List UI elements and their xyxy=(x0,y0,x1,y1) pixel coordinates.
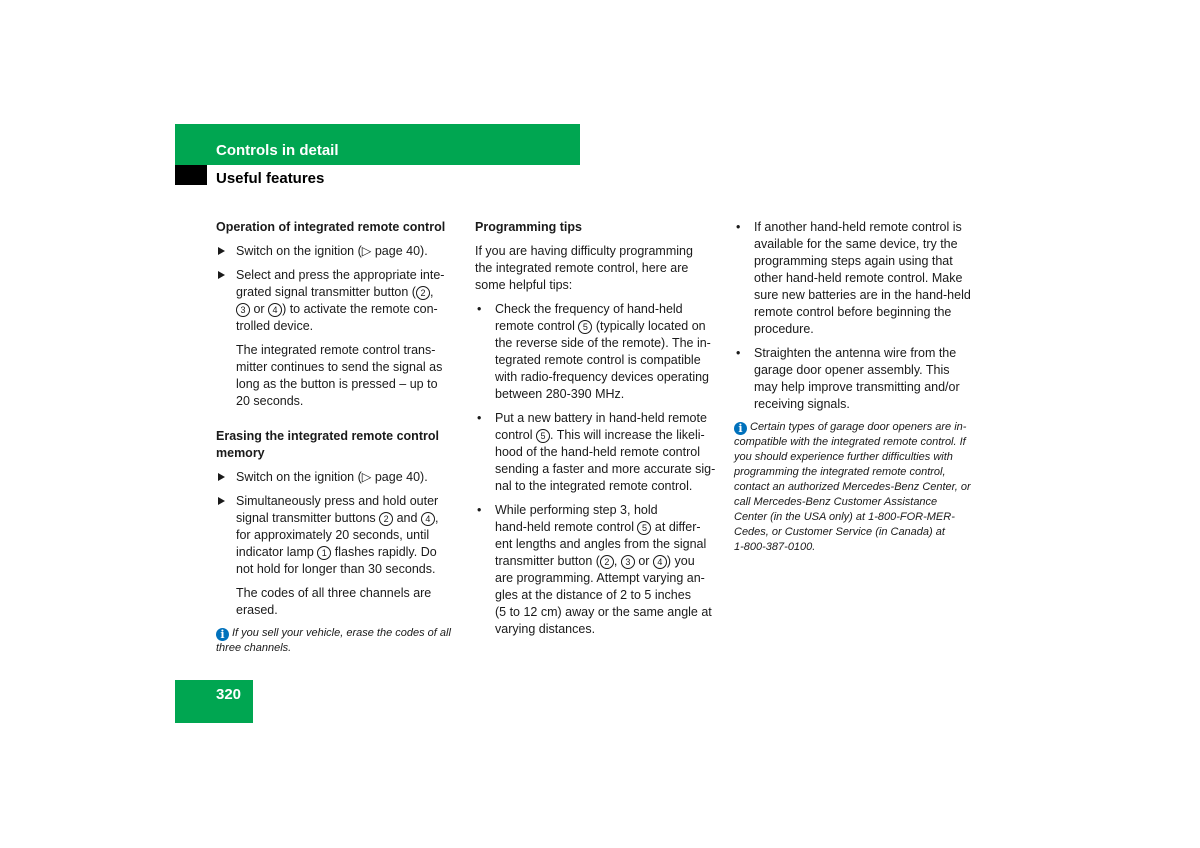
bullet-icon: • xyxy=(477,302,482,316)
step-select-button: Select and press the appropriate inte- grated signal transmitter button ( 2 , 3 or 4 ) to activate the remote con- trolled device. xyxy=(216,267,462,335)
button-3-icon: 3 xyxy=(621,555,635,569)
subsection-title: Useful features xyxy=(216,170,325,187)
bullet-icon: • xyxy=(736,220,741,234)
remote-5-icon: 5 xyxy=(536,429,550,443)
tip-check-frequency: • Check the frequency of hand-held remote control 5 (typically located on the reverse side of the remote). The in- tegrated remote control is compatible with radio-frequency devices operating between 280-390 MHz. xyxy=(477,302,711,401)
info-icon: i xyxy=(734,422,747,435)
column-3 xyxy=(734,219,979,555)
step-press-hold: Simultaneously press and hold outer signal transmitter buttons 2 and 4 , for approximately 20 seconds, until indicator lamp 1 flashes rapidly. Do not hold for longer than 30 seconds. xyxy=(216,493,462,578)
page-number: 320 xyxy=(216,686,242,703)
bullet-icon: • xyxy=(477,411,482,425)
bullet-icon: • xyxy=(736,346,741,360)
step-arrow-icon xyxy=(218,247,225,255)
page-number-box xyxy=(175,680,253,723)
section-tab-marker xyxy=(175,165,207,185)
tip-new-battery: • Put a new battery in hand-held remote control 5 . This will increase the likeli- hood of the hand-held remote control sending a faster and more accurate sig- nal to the integrated remote control. xyxy=(477,411,716,493)
info-note-sell-vehicle: i If you sell your vehicle, erase the codes of all three channels. xyxy=(216,627,451,654)
remote-5-icon: 5 xyxy=(637,521,651,535)
bullet-icon: • xyxy=(477,503,482,517)
step-arrow-icon xyxy=(218,497,225,505)
step-switch-ignition: Switch on the ignition (▷ page 40). xyxy=(216,243,462,260)
heading-erasing: Erasing the integrated remote control memory xyxy=(216,429,439,460)
paragraph-intro: If you are having difficulty programming the integrated remote control, here are some helpful tips: xyxy=(475,244,693,292)
tip-vary-angles: • While performing step 3, hold hand-held remote control 5 at differ- ent lengths and angles from the signal transmitter button ( 2 , 3 or 4 ) you are programming. Attempt varying an- gles at the distance of 2 to 5 inches (5 to 12 cm) away or the same angle at varying distances. xyxy=(477,503,712,636)
button-2-icon: 2 xyxy=(600,555,614,569)
step-switch-ignition-2: Switch on the ignition (▷ page 40). xyxy=(216,469,462,486)
section-title: Controls in detail xyxy=(216,142,339,159)
indicator-lamp-1-icon: 1 xyxy=(317,546,331,560)
remote-5-icon: 5 xyxy=(578,320,592,334)
tip-straighten-antenna: • Straighten the antenna wire from the garage door opener assembly. This may help improve transmitting and/or receiving signals. xyxy=(736,346,960,411)
heading-programming-tips: Programming tips xyxy=(475,220,582,234)
step-arrow-icon xyxy=(218,473,225,481)
tip-another-remote: • If another hand-held remote control is available for the same device, try the programming steps again using that other hand-held remote control. Make sure new batteries are in the hand-held remote control before beginning the procedure. xyxy=(736,220,971,336)
paragraph-signal-duration: The integrated remote control trans- mitter continues to send the signal as long as the button is pressed – up to 20 seconds. xyxy=(236,343,443,408)
button-2-icon: 2 xyxy=(379,512,393,526)
button-4-icon: 4 xyxy=(653,555,667,569)
button-2-icon: 2 xyxy=(416,286,430,300)
heading-operation: Operation of integrated remote control xyxy=(216,220,446,234)
button-4-icon: 4 xyxy=(268,303,282,317)
step-arrow-icon xyxy=(218,271,225,279)
column-1 xyxy=(216,219,462,656)
button-4-icon: 4 xyxy=(421,512,435,526)
column-2 xyxy=(475,219,720,645)
paragraph-codes-erased: The codes of all three channels are erased. xyxy=(236,586,432,617)
info-note-incompatible-openers: i Certain types of garage door openers are in- compatible with the integrated remote control. If you should experience further difficulties with programming the integrated remote control, contact an authorized Mercedes-Benz Center, or call Mercedes-Benz Customer Assistance Center (in the USA only) at 1-800-FOR-MER- Cedes, or Customer Service (in Canada) at 1-800-387-0100. xyxy=(734,421,971,553)
info-icon: i xyxy=(216,628,229,641)
button-3-icon: 3 xyxy=(236,303,250,317)
